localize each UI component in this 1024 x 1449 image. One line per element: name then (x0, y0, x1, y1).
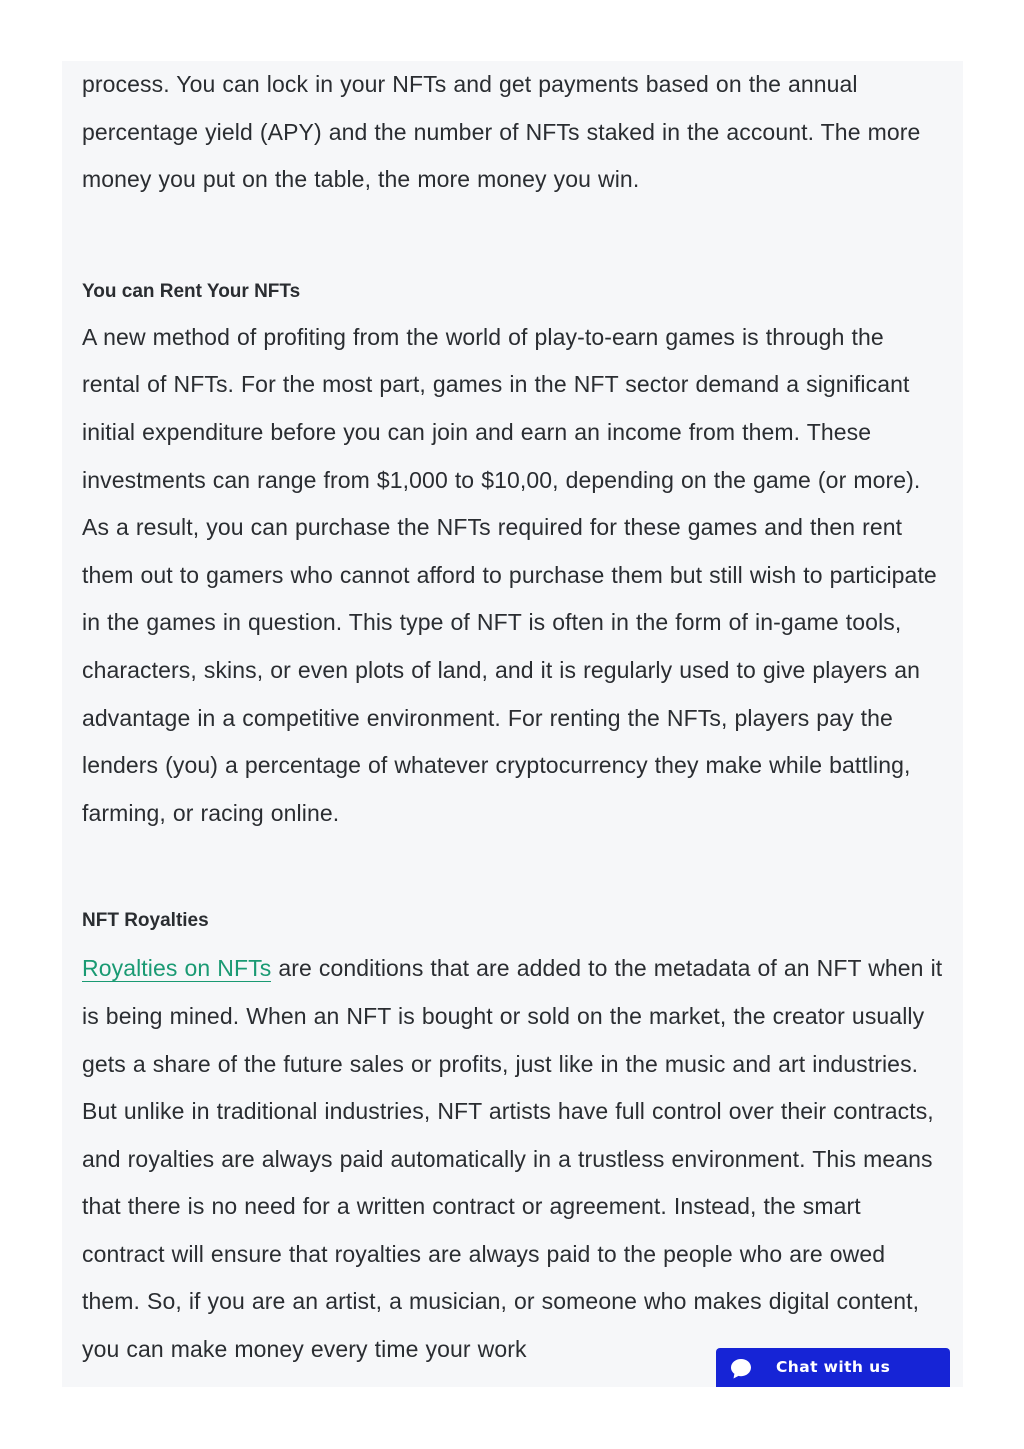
section-heading-rent: You can Rent Your NFTs (82, 280, 301, 302)
chat-label: Chat with us (776, 1358, 891, 1376)
royalties-body-text: are conditions that are added to the metadata of an NFT when it is being mined. When an NFT is bought or sold on the market, the creator usually gets a share of the future sales or profits, just like in the music and art industries. But unlike in traditional industries, NFT artists have full control over their contracts, and royalties are always paid automatically in a trustless environment. This means that there is no need for a written contract or agreement. Instead, the smart contract will ensure that royalties are always paid to the people who are owed them. So, if you are an artist, a musician, or someone who makes digital content, you can make money every time your work (82, 955, 943, 1363)
section-body-rent: A new method of profiting from the world of play-to-earn games is through the rental of NFTs. For the most part, games in the NFT sector demand a significant initial expenditure before you can join and earn an income from them. These investments can range from $1,000 to $10,00, depending on the game (or more). As a result, you can purchase the NFTs required for these games and then rent them out to gamers who cannot afford to purchase them but still wish to participate in the games in question. This type of NFT is often in the form of in-game tools, characters, skins, or even plots of land, and it is regularly used to give players an advantage in a competitive environment. For renting the NFTs, players pay the lenders (you) a percentage of whatever cryptocurrency they make while battling, farming, or racing online. (82, 323, 937, 826)
chat-with-us-button[interactable] (716, 1348, 950, 1387)
article-content (82, 61, 948, 1374)
article-card (62, 61, 963, 1387)
section-heading-royalties: NFT Royalties (82, 910, 209, 932)
royalties-link[interactable]: Royalties on NFTs (82, 955, 272, 982)
section-body-royalties (82, 945, 948, 1373)
chat-bubble-icon (729, 1357, 753, 1381)
intro-paragraph: process. You can lock in your NFTs and get payments based on the annual percentage yield (APY) and the number of NFTs staked in the account. The more money you put on the table, the more money you win. (82, 71, 921, 193)
